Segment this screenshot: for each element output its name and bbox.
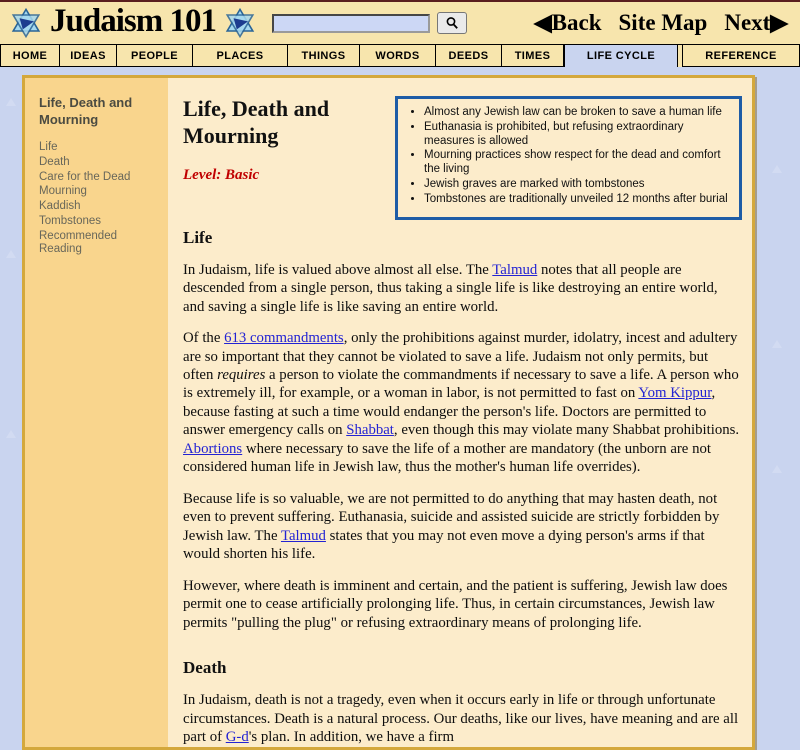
inline-link-yom-kippur[interactable]: Yom Kippur xyxy=(638,385,712,402)
summary-bullet: • Almost any Jewish law can be broken to save a human life xyxy=(424,106,733,120)
back-link[interactable]: ◀Back xyxy=(533,10,602,35)
content-box xyxy=(22,75,755,750)
search-icon xyxy=(445,16,459,30)
text-run: Because life is so valuable, we are not permitted to do anything that may hasten death, not even to prevent suffering. Euthanasia, suicide and assisted suicide are strictly forbidden by Jewish law. The xyxy=(183,490,720,544)
inline-link-shabbat[interactable]: Shabbat xyxy=(346,422,394,439)
text-run: notes that all people are descended from a single person, thus taking a single life is like destroying an entire world, and saving a single life is like saving an entire world. xyxy=(183,261,718,315)
text-run: , even though this may violate many Shabbat prohibitions. xyxy=(393,422,740,439)
text-run: states that you may not even move a dying person's arms if that would shorten his life. xyxy=(183,527,705,563)
tab-places[interactable]: PLACES xyxy=(193,45,288,67)
tab-words[interactable]: WORDS xyxy=(360,45,436,67)
quick-navigation xyxy=(534,10,790,36)
text-run: 's plan. In addition, we have a firm xyxy=(248,729,454,746)
summary-bullet: • Tombstones are traditionally unveiled 12 months after burial xyxy=(424,193,733,207)
text-run: a person to violate the commandments if necessary to save a life. A person who is extremely ill, for example, or a woman in labor, is not permitted to fast on xyxy=(183,367,739,402)
watermark-mark xyxy=(772,465,782,473)
text-run: However, where death is imminent and certain, and the patient is suffering, Jewish law does permit one to cease artificially prolonging life. Thus, in certain circumstances, Jewish law permits "pulling the plug" or refusing extraordinary means of prolonging life. xyxy=(183,577,728,631)
paragraph xyxy=(183,329,742,477)
inline-link-talmud[interactable]: Talmud xyxy=(492,261,538,278)
text-run: In Judaism, life is valued above almost all else. The xyxy=(183,261,493,278)
inline-link-abortions[interactable]: Abortions xyxy=(183,440,243,457)
sidebar-item-tombstones[interactable]: Tombstones xyxy=(39,215,102,228)
text-run: , only the prohibitions against murder, idolatry, incest and adultery are so important that they cannot be violated to save a life. Judaism not only permits, but often xyxy=(183,330,738,383)
inline-link-g-d[interactable]: G-d xyxy=(225,729,249,746)
paragraph xyxy=(183,577,742,632)
article-sections xyxy=(183,184,742,747)
tab-ideas[interactable]: IDEAS xyxy=(60,45,117,67)
search-input[interactable] xyxy=(272,14,430,33)
sidebar-item-life[interactable]: Life xyxy=(39,140,58,153)
watermark-mark xyxy=(772,340,782,348)
summary-bullet: • Mourning practices show respect for the dead and comfort the living xyxy=(424,149,733,177)
sidebar-links xyxy=(39,140,160,257)
inline-link-talmud[interactable]: Talmud xyxy=(280,527,326,544)
search-box xyxy=(272,12,467,34)
tab-things[interactable]: THINGS xyxy=(288,45,360,67)
page-body xyxy=(0,67,800,750)
paragraph xyxy=(183,691,742,746)
tab-times[interactable]: TIMES xyxy=(502,45,564,67)
summary-box xyxy=(395,96,742,220)
level-indicator: Level: Basic xyxy=(183,166,260,183)
star-of-david-icon xyxy=(224,7,256,39)
inline-link-613-commandments[interactable]: 613 commandments xyxy=(224,330,344,347)
summary-bullet-list xyxy=(400,106,733,207)
sidebar-item-mourning[interactable]: Mourning xyxy=(39,185,87,198)
section-heading-life: Life xyxy=(183,227,213,247)
watermark-mark xyxy=(6,250,16,258)
sidebar-item-recommended-reading[interactable]: Recommended Reading xyxy=(39,230,117,255)
text-run: Of the xyxy=(183,330,225,347)
paragraph xyxy=(183,261,742,316)
site-title: Judaism 101 xyxy=(50,3,216,39)
page-title: Life, Death and Mourning xyxy=(183,96,330,148)
main-content xyxy=(168,78,752,747)
sidebar-title: Life, Death and Mourning xyxy=(39,95,133,127)
watermark-mark xyxy=(772,165,782,173)
watermark-mark xyxy=(6,430,16,438)
star-of-david-icon xyxy=(10,7,42,39)
summary-bullet: • Euthanasia is prohibited, but refusing extraordinary measures is allowed xyxy=(424,121,733,149)
sidebar-item-care-for-the-dead[interactable]: Care for the Dead xyxy=(39,170,131,183)
sidebar-item-kaddish[interactable]: Kaddish xyxy=(39,200,81,213)
sidebar xyxy=(25,78,168,747)
site-logo xyxy=(10,5,256,41)
sidebar-item-death[interactable]: Death xyxy=(39,155,70,168)
search-button[interactable] xyxy=(437,12,467,34)
tab-people[interactable]: PEOPLE xyxy=(117,45,193,67)
tab-deeds[interactable]: DEEDS xyxy=(436,45,502,67)
tab-home[interactable]: HOME xyxy=(0,45,60,67)
text-run: where necessary to save the life of a mother are mandatory (the unborn are not considered human life in Jewish law, thus the mother's human life overrides). xyxy=(183,440,711,476)
summary-bullet: • Jewish graves are marked with tombstones xyxy=(424,178,733,192)
text-run: In Judaism, death is not a tragedy, even when it occurs early in life or through unfortunate circumstances. Death is a natural process. Our deaths, like our lives, have meaning and are all part of xyxy=(183,692,739,746)
header xyxy=(0,0,800,44)
tab-reference[interactable]: REFERENCE xyxy=(682,45,800,67)
tab-life-cycle[interactable]: LIFE CYCLE xyxy=(564,45,678,67)
emphasized-text: requires xyxy=(217,367,266,383)
next-link[interactable]: Next▶ xyxy=(724,10,788,35)
text-run: , because fasting at such a time would endanger the person's life. Doctors are permitted to answer emergency calls on xyxy=(183,385,716,439)
site-map-link[interactable]: Site Map xyxy=(618,10,708,35)
section-heading-death: Death xyxy=(183,658,227,678)
paragraph xyxy=(183,490,742,564)
tab-bar xyxy=(0,44,800,67)
watermark-mark xyxy=(6,98,16,106)
